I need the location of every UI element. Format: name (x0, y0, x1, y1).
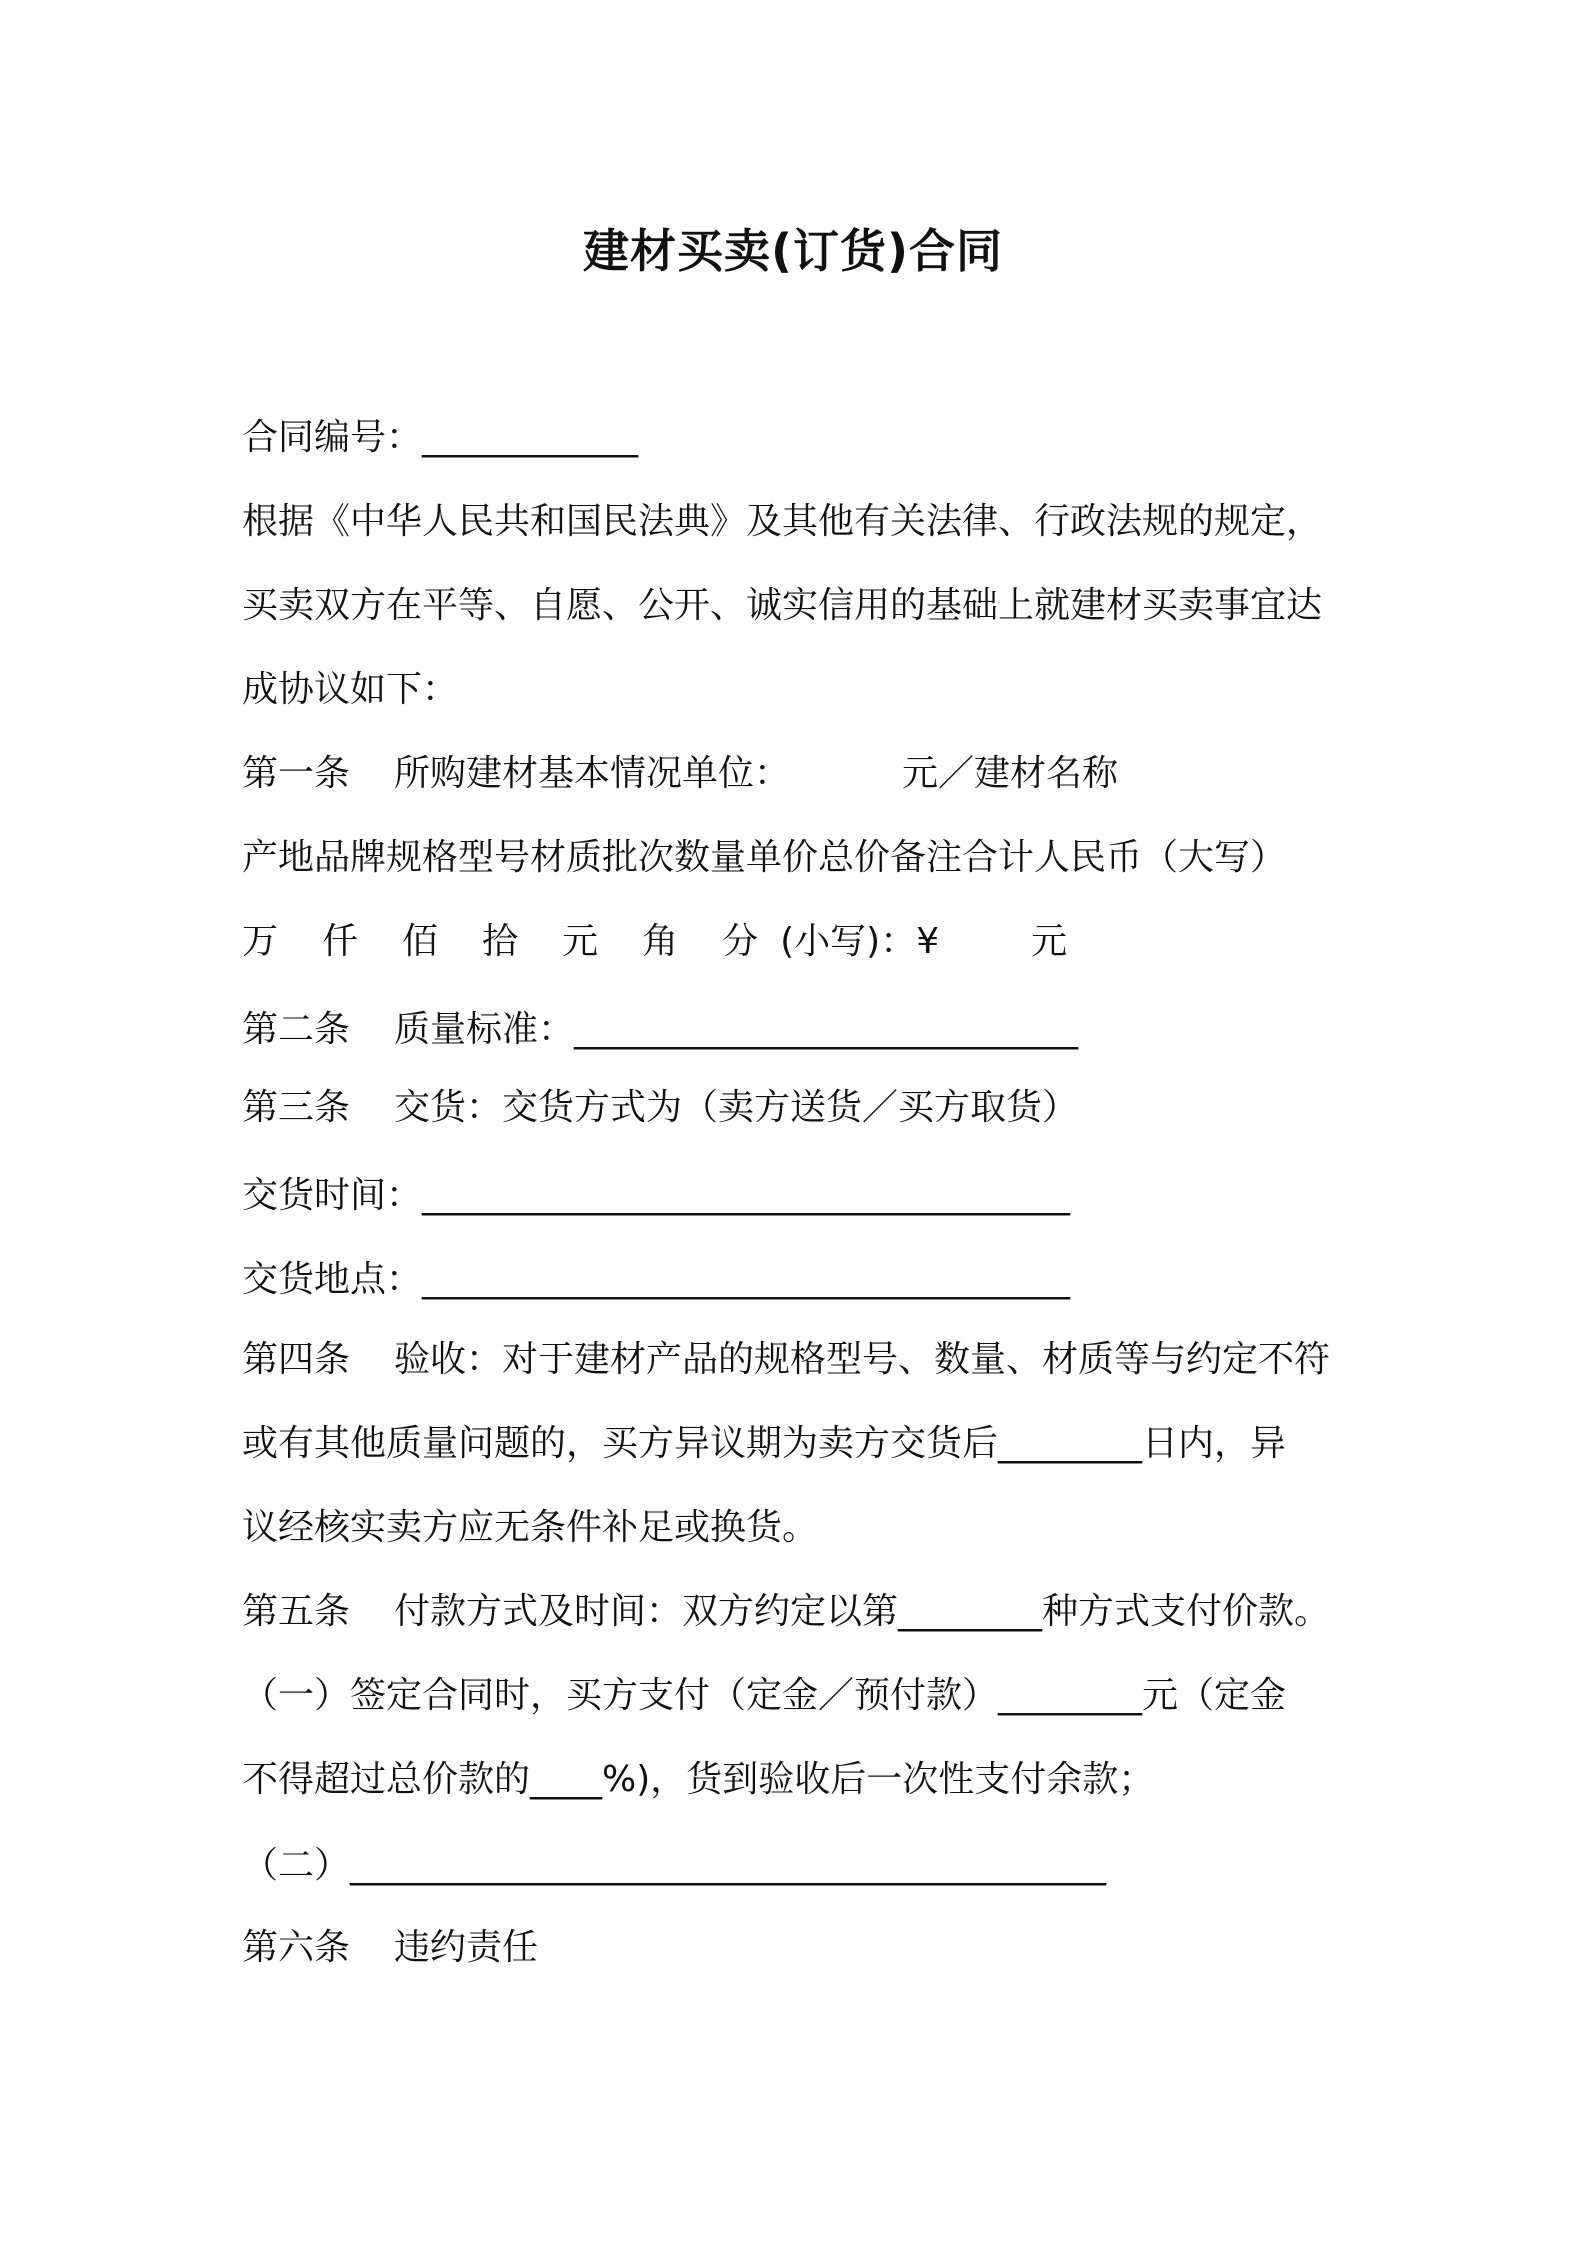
amount-unit-yuan: 元 (562, 921, 599, 962)
article-4-cont-1: 或有其他质量问题的，买方异议期为卖方交货后________日内，异 (242, 1423, 1287, 1464)
article-2-line (242, 1006, 1078, 1054)
intro-line-2: 买卖双方在平等、自愿、公开、诚实信用的基础上就建材买卖事宜达 (242, 585, 1323, 626)
article-3-line (242, 1084, 1078, 1132)
delivery-time-line: 交货时间：____________________________________ (242, 1175, 1071, 1216)
amount-unit-shi: 拾 (482, 921, 519, 962)
document-title: 建材买卖(订货)合同 (582, 224, 1004, 278)
article-5-item-2: （二）__________________________________________ (242, 1845, 1107, 1886)
amount-unit-qian: 仟 (322, 921, 359, 962)
article-4-text: 验收：对于建材产品的规格型号、数量、材质等与约定不符 (394, 1339, 1331, 1380)
article-6-line (242, 1924, 538, 1972)
intro-line-3: 成协议如下： (242, 669, 459, 710)
article-5-item-1-line-1: （一）签定合同时，买方支付（定金／预付款）________元（定金 (242, 1675, 1287, 1716)
article-5-text: 付款方式及时间：双方约定以第________种方式支付价款。 (394, 1591, 1331, 1632)
article-6-text: 违约责任 (394, 1927, 539, 1968)
article-1-line (242, 750, 1118, 798)
article-5-line (242, 1588, 1330, 1636)
contract-number-line: 合同编号：____________ (242, 417, 639, 458)
amount-unit-jiao: 角 (642, 921, 679, 962)
article-1-text-a: 所购建材基本情况单位： (394, 753, 791, 794)
article-1-text-b: 元／建材名称 (902, 753, 1119, 794)
delivery-place-line: 交货地点：____________________________________ (242, 1259, 1071, 1300)
amount-unit-wan: 万 (242, 921, 279, 962)
article-5-label: 第五条 (242, 1591, 351, 1632)
article-3-label: 第三条 (242, 1087, 351, 1128)
article-4-line (242, 1336, 1330, 1384)
intro-line-1: 根据《中华人民共和国民法典》及其他有关法律、行政法规的规定， (242, 501, 1323, 542)
table-header-line: 产地品牌规格型号材质批次数量单价总价备注合计人民币（大写） (242, 837, 1287, 878)
article-5-item-1-line-2: 不得超过总价款的____%)，货到验收后一次性支付余款； (242, 1759, 1155, 1800)
article-6-label: 第六条 (242, 1927, 351, 1968)
amount-unit-fen: 分 (722, 921, 759, 962)
article-3-text: 交货：交货方式为（卖方送货／买方取货） (394, 1087, 1079, 1128)
article-2-text: 质量标准：____________________________ (394, 1009, 1079, 1050)
amount-small-label: (小写)：¥ (780, 921, 940, 962)
article-1-label: 第一条 (242, 753, 351, 794)
amount-unit-bai: 佰 (402, 921, 439, 962)
article-2-label: 第二条 (242, 1009, 351, 1050)
amount-yuan-label: 元 (1031, 921, 1068, 962)
amount-units-line (242, 918, 1067, 966)
article-4-label: 第四条 (242, 1339, 351, 1380)
article-4-cont-2: 议经核实卖方应无条件补足或换货。 (242, 1507, 819, 1548)
